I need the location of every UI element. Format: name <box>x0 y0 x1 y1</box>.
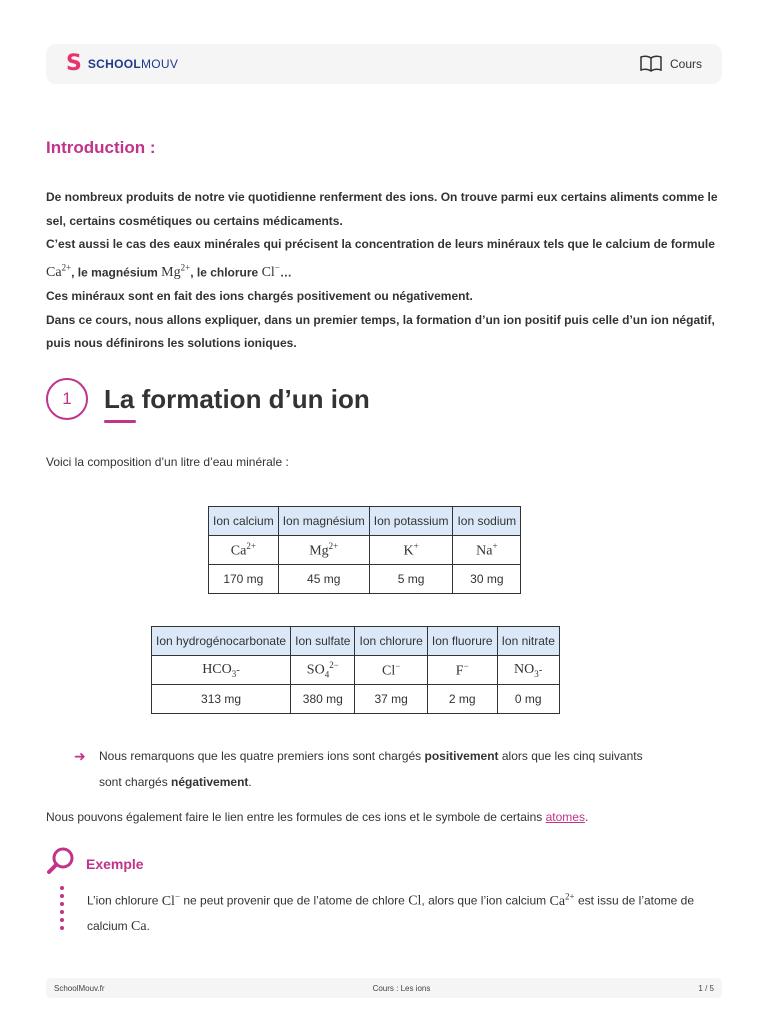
atoms-link-paragraph: Nous pouvons également faire le lien entre les formules de ces ions et le symbole de certains atomes. <box>46 810 589 824</box>
table-formula-cell: Cl− <box>355 656 427 685</box>
top-bar <box>46 44 722 84</box>
formula-cl: Cl− <box>261 262 280 281</box>
table-header-cell: Ion sulfate <box>291 627 355 656</box>
table-mass-cell: 0 mg <box>497 685 559 714</box>
table-mass-cell: 37 mg <box>355 685 427 714</box>
cours-link[interactable] <box>640 54 702 75</box>
book-icon <box>640 54 662 75</box>
table-header-cell: Ion hydrogénocarbonate <box>152 627 291 656</box>
remark-text: Nous remarquons que les quatre premiers ions sont chargés positivement alors que les cinq suivants sont chargés négativement. <box>99 749 643 789</box>
intro-paragraph-2: C’est aussi le cas des eaux minérales qui précisent la concentration de leurs minéraux tels que le calcium de formule $Ca^{2+}$, le magnésium $Mg^{2+}$, le chlorure Cl−… <box>46 237 715 281</box>
ions-table-2 <box>151 626 560 714</box>
composition-intro: Voici la composition d’un litre d’eau minérale : <box>46 455 289 469</box>
table-header-cell: Ion fluorure <box>427 627 497 656</box>
formula-ca-ion: $Ca^{2+}$ <box>549 891 575 909</box>
cours-link-label: Cours <box>669 57 702 71</box>
table-header-cell: Ion potassium <box>369 507 453 536</box>
table-mass-cell: 2 mg <box>427 685 497 714</box>
table-header-cell: Ion sodium <box>453 507 521 536</box>
schoolmouv-logo[interactable] <box>66 53 178 75</box>
table-header-cell: Ion magnésium <box>278 507 369 536</box>
section-heading <box>46 378 370 420</box>
example-text: L’ion chlorure Cl− ne peut provenir que de l’atome de chlore Cl, alors que l’ion calcium $Ca^{2+}$ est issu de l’atome de calcium Ca. <box>87 891 695 934</box>
logo-text: SCHOOLMOUV <box>87 57 179 71</box>
footer-course: Cours : Les ions <box>372 983 431 993</box>
intro-title: Introduction : <box>46 138 156 157</box>
remark <box>74 743 654 795</box>
intro-paragraph-4: Dans ce cours, nous allons expliquer, dans un premier temps, la formation d’un ion positif puis celle d’un ion négatif, puis nous définirons les solutions ioniques. <box>46 312 715 351</box>
table-header-cell: Ion nitrate <box>497 627 559 656</box>
formula-ca-atom: Ca <box>131 918 147 934</box>
section-underline <box>104 420 136 423</box>
table-formula-cell: K+ <box>369 536 453 565</box>
section-number: 1 <box>46 378 88 420</box>
formula-mg: $Mg^{2+}$ <box>161 262 191 281</box>
arrow-right-icon: ➜ <box>74 748 86 764</box>
table-header-cell: Ion calcium <box>209 507 279 536</box>
table-mass-cell: 45 mg <box>278 565 369 594</box>
table-formula-cell: $Ca^{2+}$ <box>209 536 279 565</box>
table-formula-cell: F− <box>427 656 497 685</box>
magnifier-icon <box>46 846 76 881</box>
table-mass-cell: 170 mg <box>209 565 279 594</box>
table-formula-cell: $Mg^{2+}$ <box>278 536 369 565</box>
example-dotted-bar <box>60 886 64 938</box>
atomes-link[interactable]: atomes <box>545 810 585 824</box>
table-formula-cell: $HCO_3-$ <box>152 656 291 685</box>
footer <box>46 978 722 998</box>
intro-paragraph-1: De nombreux produits de notre vie quotidienne renferment des ions. On trouve parmi eux certains aliments comme le sel, certains cosmétiques ou certains médicaments. <box>46 190 718 228</box>
table-formula-cell: $NO_3-$ <box>497 656 559 685</box>
ions-table-1 <box>208 506 521 594</box>
formula-cl-ion: Cl− <box>161 891 181 909</box>
table-formula-cell: $SO_4^{2-}$ <box>291 656 355 685</box>
table-mass-cell: 5 mg <box>369 565 453 594</box>
logo-mark: S <box>66 51 82 76</box>
table-formula-cell: Na+ <box>453 536 521 565</box>
table-mass-cell: 380 mg <box>291 685 355 714</box>
intro-paragraph-3: Ces minéraux sont en fait des ions chargés positivement ou négativement. <box>46 289 473 304</box>
footer-page: 1 / 5 <box>698 983 714 993</box>
intro-text <box>46 186 726 356</box>
table-mass-cell: 30 mg <box>453 565 521 594</box>
example-title: Exemple <box>86 855 144 872</box>
table-header-cell: Ion chlorure <box>355 627 427 656</box>
formula-cl-atom: Cl <box>408 893 422 909</box>
formula-ca: $Ca^{2+}$ <box>46 262 72 281</box>
section-title: La formation d’un ion <box>104 384 370 415</box>
example-header <box>46 846 144 881</box>
footer-site: SchoolMouv.fr <box>54 983 105 993</box>
table-mass-cell: 313 mg <box>152 685 291 714</box>
